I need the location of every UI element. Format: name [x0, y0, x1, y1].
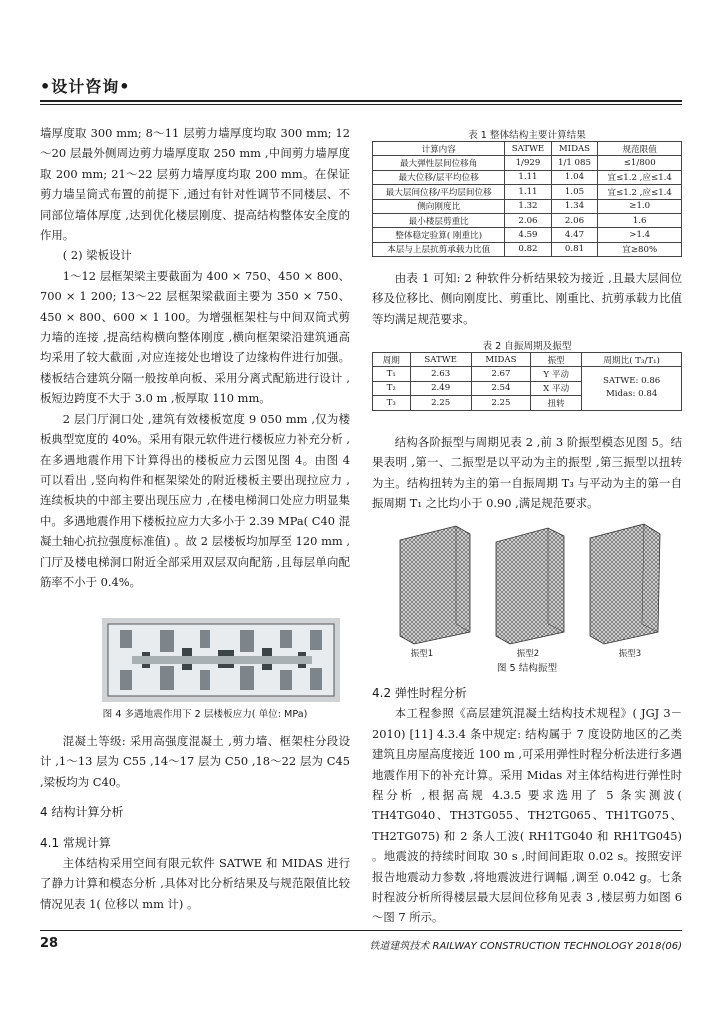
table-cell: 1.05 — [551, 185, 598, 199]
table-cell: 整体稳定验算( 刚重比) — [373, 228, 505, 242]
table-cell: 1.11 — [505, 185, 551, 199]
paragraph: 2 层门厅洞口处 ,建筑有效楼板宽度 9 050 mm ,仅为楼板典型宽度的 40%。采用有限元软件进行楼板应力补充分析 ,在多遇地震作用下计算得出的楼板应力云图见图 4。由图 4 可以看出 ,竖向构件和框架梁处的附近楼板主要出现拉应力 ,连续板块的中部主要出现压应力 ,在楼电梯洞口处应力明显集中。多遇地震作用下楼板拉应力大多小于 2.39 MPa( C40 混凝土轴心抗拉强度标准值) 。故 2 层楼板均加厚至 120 mm ,门厅及楼电梯洞口附近全部采用双层双向配筋 ,且每层单向配筋率不小于 0.4%。 — [40, 411, 350, 589]
section-heading-4-1: 4.1 常规计算 — [40, 835, 111, 850]
table-cell: 最大层间位移/平均层间位移 — [373, 185, 505, 199]
left-column-top — [40, 123, 350, 592]
table-cell: 最大位移/层平均位移 — [373, 170, 505, 184]
table-cell: 1.04 — [551, 170, 598, 184]
table-header-cell: 周期比( T₃/T₁) — [582, 353, 682, 367]
table-cell: T₂ — [373, 381, 411, 395]
table-cell: 最小楼层剪重比 — [373, 213, 505, 227]
table-cell: 2.63 — [410, 367, 471, 381]
table-header-cell: 振型 — [531, 353, 582, 367]
mode-1-model — [400, 526, 470, 644]
journal-name: 铁道建筑技术 RAILWAY CONSTRUCTION TECHNOLOGY 2018(06) — [369, 941, 682, 952]
table-header-cell: 计算内容 — [373, 142, 505, 156]
paragraph: 结构各阶振型与周期见表 2 ,前 3 阶振型模态见图 5。结果表明 ,第一、二振型是以平动为主的振型 ,第三振型以扭转为主。结构扭转为主的第一自振周期 T₃ 与平动为主的第一自振周期 T₁ 之比均小于 0.90 ,满足规范要求。 — [372, 435, 682, 511]
table-cell: 2.25 — [410, 396, 471, 410]
figure-5-caption: 图 5 结构振型 — [496, 663, 558, 674]
subheading-beam: ( 2) 梁板设计 — [62, 248, 132, 263]
table-row — [373, 199, 682, 213]
table-cell: 2.06 — [505, 213, 551, 227]
header-rule-thin — [40, 104, 682, 105]
table-cell: 扭转 — [531, 396, 582, 410]
table-cell: 1.32 — [505, 199, 551, 213]
table-cell: 1.11 — [505, 170, 551, 184]
table-2 — [372, 352, 682, 411]
table-cell: X 平动 — [531, 381, 582, 395]
table-header-cell: SATWE — [505, 142, 551, 156]
paragraph: 1～12 层框架梁主要截面为 400 × 750、450 × 800、700 × 1 200; 13～22 层框架梁截面主要为 350 × 750、450 × 800、600 × 1 100。为增强框架柱与中间双筒式剪力墙的连接 ,提高结构横向整体刚度 ,横向框架梁沿建筑通高均采用了较大截面 ,对应连接处也增设了边缘构件进行加强。楼板结合建筑分隔一般按单向板、采用分离式配筋进行设计 ,板短边跨度不大于 3.0 m ,板厚取 110 mm。 — [40, 268, 350, 406]
table-cell: ≤1/800 — [598, 156, 682, 170]
table-header-cell: MIDAS — [551, 142, 598, 156]
table-header-cell: SATWE — [410, 353, 471, 367]
table-cell: T₁ — [373, 367, 411, 381]
table-row — [373, 228, 682, 242]
header-rule — [40, 100, 682, 102]
left-column-bottom — [40, 731, 350, 914]
right-column-para1 — [372, 268, 682, 329]
mode-2-model — [496, 528, 564, 644]
table-row — [373, 367, 682, 381]
table-cell: 1/929 — [505, 156, 551, 170]
table-header-cell: MIDAS — [471, 353, 530, 367]
table-cell: ≥1.0 — [598, 199, 682, 213]
ratio-midas: Midas: 0.84 — [605, 389, 658, 400]
table-cell: 4.47 — [551, 228, 598, 242]
table-cell: 4.59 — [505, 228, 551, 242]
paragraph: 墙厚度取 300 mm; 8～11 层剪力墙厚度均取 300 mm; 12～20 层最外侧周边剪力墙厚度取 250 mm ,中间剪力墙厚度取 200 mm; 21～22 层剪力墙厚度均取 200 mm。在保证剪力墙呈筒式布置的前提下 ,通过有针对性调节不同楼层、不同部位墙体厚度 ,达到优化楼层刚度、提高结构整体安全度的作用。 — [40, 126, 350, 243]
table-cell: 0.81 — [551, 242, 598, 256]
table-cell: 最大弹性层间位移角 — [373, 156, 505, 170]
table-header-cell: 规范限值 — [598, 142, 682, 156]
table-cell: 宜≥80% — [598, 242, 682, 256]
right-column-bottom — [372, 683, 682, 928]
ratio-satwe: SATWE: 0.86 — [603, 376, 661, 387]
table-cell: 宜≤1.2 ,应≤1.4 — [598, 170, 682, 184]
table-header-row — [373, 142, 682, 156]
table-cell: 0.82 — [505, 242, 551, 256]
table-cell: >1.4 — [598, 228, 682, 242]
table-cell: 本层与上层抗剪承载力比值 — [373, 242, 505, 256]
table-cell: 宜≤1.2 ,应≤1.4 — [598, 185, 682, 199]
footer-rule — [40, 930, 682, 931]
table-row — [373, 170, 682, 184]
table-cell: 2.67 — [471, 367, 530, 381]
table-row — [373, 185, 682, 199]
table-cell: 2.25 — [471, 396, 530, 410]
table-cell: 2.49 — [410, 381, 471, 395]
mode-3-model — [590, 524, 660, 644]
paragraph: 由表 1 可知: 2 种软件分析结果较为接近 ,且最大层间位移及位移比、侧向刚度比、剪重比、刚重比、抗剪承载力比值等均满足规范要求。 — [372, 271, 682, 326]
period-ratio-cell — [582, 367, 682, 410]
section-heading-4-2: 4.2 弹性时程分析 — [372, 686, 467, 700]
paragraph: 混凝土等级: 采用高强度混凝土 ,剪力墙、框架柱分段设计 ,1～13 层为 C55 ,14～17 层为 C50 ,18～22 层为 C45 ,梁板均为 C40。 — [40, 734, 350, 789]
table-cell: 1.6 — [598, 213, 682, 227]
figure-4-stress-contour — [102, 618, 340, 702]
right-column-para2 — [372, 432, 682, 514]
table-cell: T₃ — [373, 396, 411, 410]
page-number: 28 — [40, 936, 59, 951]
table-cell: 2.54 — [471, 381, 530, 395]
mode-2-label: 振型2 — [516, 649, 540, 659]
mode-1-label: 振型1 — [410, 649, 434, 659]
table-row — [373, 156, 682, 170]
figure-4-caption: 图 4 多遇地震作用下 2 层楼板应力( 单位: MPa) — [102, 709, 308, 720]
table-cell: Y 平动 — [531, 367, 582, 381]
paragraph: 主体结构采用空间有限元软件 SATWE 和 MIDAS 进行了静力计算和模态分析 ,具体对比分析结果及与规范限值比较情况见表 1( 位移以 mm 计) 。 — [40, 856, 350, 911]
table-cell: 侧向刚度比 — [373, 199, 505, 213]
table-row — [373, 242, 682, 256]
table-header-cell: 周期 — [373, 353, 411, 367]
table-cell: 1/1 085 — [551, 156, 598, 170]
section-heading-4: 4 结构计算分析 — [40, 805, 124, 820]
table-header-row — [373, 353, 682, 367]
paragraph: 本工程参照《高层建筑混凝土结构技术规程》( JGJ 3－2010) [11] 4.3.4 条中规定: 结构属于 7 度设防地区的乙类建筑且房屋高度接近 100 m ,可采用弹性时程分析法进行多遇地震作用下的补充计算。采用 Midas 对主体结构进行弹性时程分析 ,根据高规 4.3.5 要求选用了 5 条实测波( TH4TG040、TH3TG055、TH2TG065、TH1TG075、TH2TG075) 和 2 条人工波( RH1TG040 和 RH1TG045) 。地震波的持续时间取 30 s ,时间间距取 0.02 s。按照安评报告地震动力参数 ,将地震波进行调幅 ,调至 0.042 g。七条时程波分析所得楼层最大层间位移角见表 3 ,楼层剪力如图 6～图 7 所示。 — [372, 706, 682, 925]
table-1-caption: 表 1 整体结构主要计算结果 — [468, 130, 586, 141]
mode-3-label: 振型3 — [618, 649, 642, 659]
figure-5-mode-shapes — [378, 520, 678, 660]
section-title: •设计咨询• — [40, 77, 131, 96]
table-row — [373, 213, 682, 227]
table-cell: 1.34 — [551, 199, 598, 213]
table-cell: 2.06 — [551, 213, 598, 227]
table-2-caption: 表 2 自振周期及振型 — [482, 341, 572, 352]
table-1 — [372, 141, 682, 257]
